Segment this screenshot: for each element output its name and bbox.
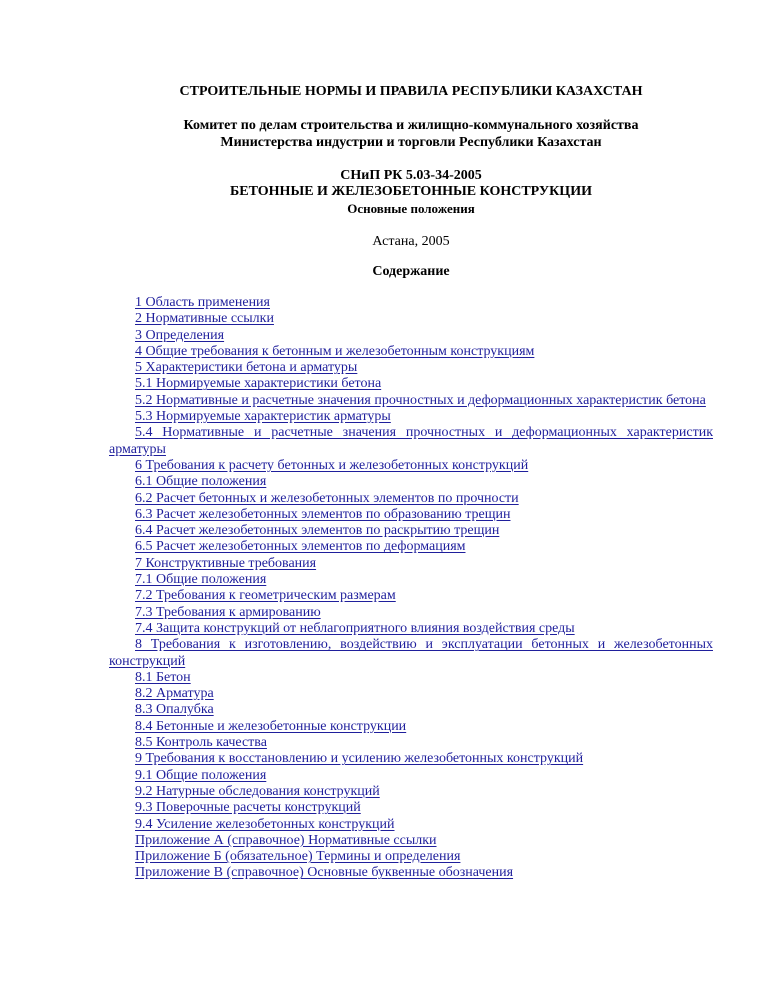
toc-heading: Содержание [372,264,450,279]
toc-link-9[interactable]: 9 Требования к восстановлению и усилению железобетонных конструкций [135,751,584,767]
toc-link-7-4[interactable]: 7.4 Защита конструкций от неблагоприятного влияния воздействия среды [135,620,575,636]
toc-link-appendix-v[interactable]: Приложение В (справочное) Основные буквенные обозначения [135,865,514,881]
toc-link-7-3[interactable]: 7.3 Требования к армированию [135,604,321,620]
toc-link-5[interactable]: 5 Характеристики бетона и арматуры [135,360,358,376]
city-year: Астана, 2005 [372,234,450,249]
document-title: БЕТОННЫЕ И ЖЕЛЕЗОБЕТОННЫЕ КОНСТРУКЦИИ [230,184,592,199]
toc-link-6-5[interactable]: 6.5 Расчет железобетонных элементов по деформациям [135,539,466,555]
toc-link-8-2[interactable]: 8.2 Арматура [135,686,214,702]
toc-link-7-1[interactable]: 7.1 Общие положения [135,572,267,588]
toc-link-8-3[interactable]: 8.3 Опалубка [135,702,214,718]
document-subtitle: Основные положения [347,201,475,216]
toc-link-7-2[interactable]: 7.2 Требования к геометрическим размерам [135,588,396,604]
committee-line-2: Министерства индустрии и торговли Республики Казахстан [220,135,602,150]
toc-link-6[interactable]: 6 Требования к расчету бетонных и железобетонных конструкций [135,457,529,473]
toc-link-appendix-a[interactable]: Приложение А (справочное) Нормативные ссылки [135,832,437,848]
toc-link-6-2[interactable]: 6.2 Расчет бетонных и железобетонных элементов по прочности [135,490,519,506]
toc-link-8-4[interactable]: 8.4 Бетонные и железобетонные конструкции [135,718,407,734]
toc-link-8[interactable]: 8 Требования к изготовлению, воздействию и эксплуатации бетонных и железобетонных конструкций [109,637,713,669]
toc-link-appendix-b[interactable]: Приложение Б (обязательное) Термины и определения [135,849,461,865]
toc-link-5-4[interactable]: 5.4 Нормативные и расчетные значения прочностных и деформационных характеристик арматуры [109,425,713,457]
toc-link-5-1[interactable]: 5.1 Нормируемые характеристики бетона [135,376,382,392]
toc-link-6-4[interactable]: 6.4 Расчет железобетонных элементов по раскрытию трещин [135,523,500,539]
toc-link-8-5[interactable]: 8.5 Контроль качества [135,735,267,751]
toc-link-9-3[interactable]: 9.3 Поверочные расчеты конструкций [135,800,361,816]
toc-link-5-2[interactable]: 5.2 Нормативные и расчетные значения прочностных и деформационных характеристик бетона [135,392,706,408]
toc-link-3[interactable]: 3 Определения [135,327,225,343]
toc-link-6-3[interactable]: 6.3 Расчет железобетонных элементов по образованию трещин [135,506,511,522]
document-header-title: СТРОИТЕЛЬНЫЕ НОРМЫ И ПРАВИЛА РЕСПУБЛИКИ КАЗАХСТАН [179,84,643,99]
toc-link-8-1[interactable]: 8.1 Бетон [135,669,191,685]
toc-link-7[interactable]: 7 Конструктивные требования [135,555,317,571]
toc-link-9-4[interactable]: 9.4 Усиление железобетонных конструкций [135,816,395,832]
toc-link-9-1[interactable]: 9.1 Общие положения [135,767,267,783]
toc-link-4[interactable]: 4 Общие требования к бетонным и железобетонным конструкциям [135,343,535,359]
committee-line-1: Комитет по делам строительства и жилищно-коммунального хозяйства [183,118,639,133]
toc-link-9-2[interactable]: 9.2 Натурные обследования конструкций [135,783,380,799]
document-code: СНиП РК 5.03-34-2005 [340,168,482,183]
toc-link-6-1[interactable]: 6.1 Общие положения [135,474,267,490]
table-of-contents [109,295,713,882]
toc-link-5-3[interactable]: 5.3 Нормируемые характеристик арматуры [135,409,391,425]
toc-link-1[interactable]: 1 Область применения [135,295,270,310]
toc-link-2[interactable]: 2 Нормативные ссылки [135,311,274,327]
